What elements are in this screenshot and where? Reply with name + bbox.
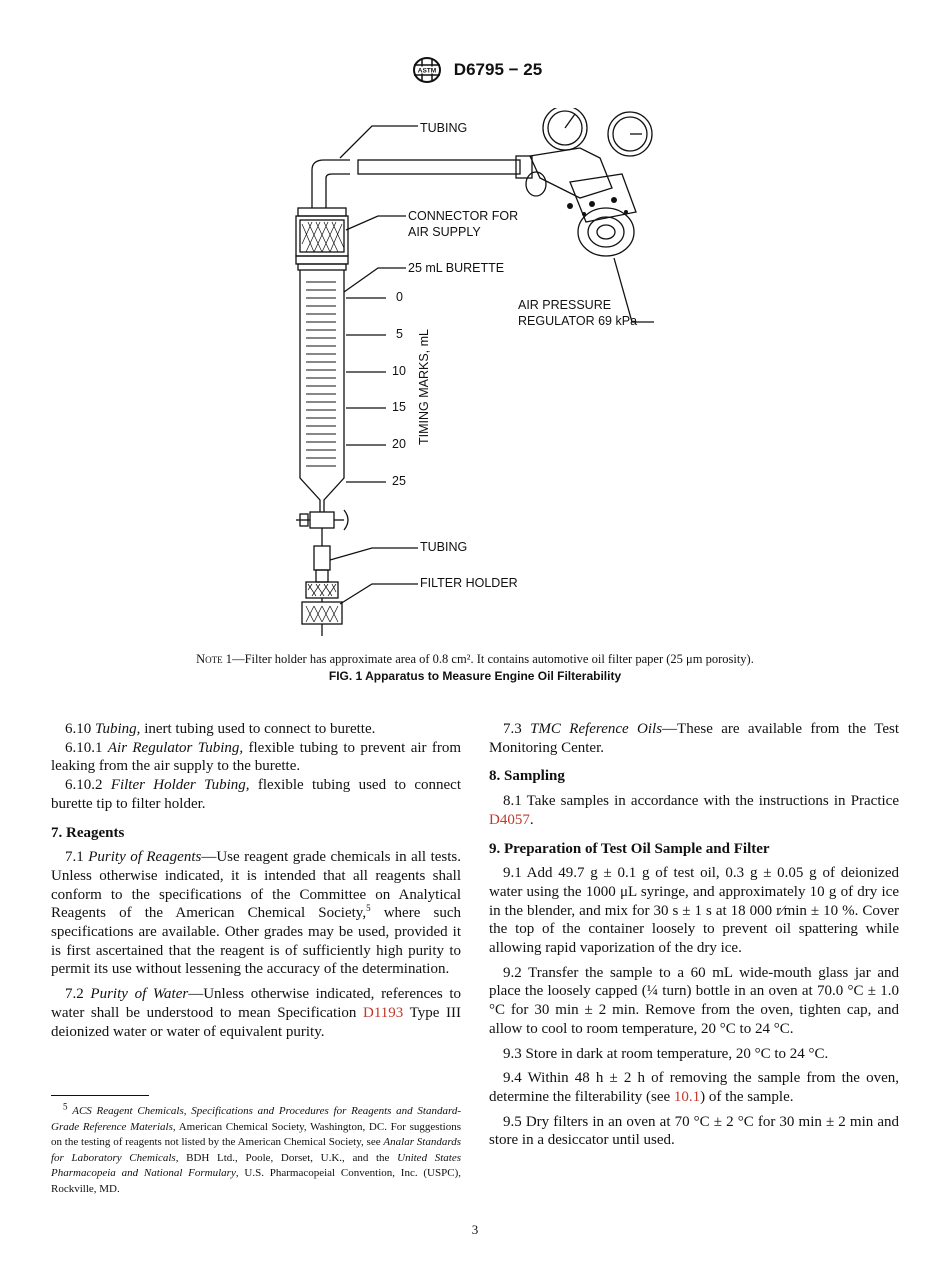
figure-note [0, 652, 950, 667]
para-6-10: 6.10 Tubing, inert tubing used to connect to burette. [65, 721, 376, 737]
timing-mark-0: 0 [396, 290, 403, 304]
figure-caption: FIG. 1 Apparatus to Measure Engine Oil Filterability [328, 669, 622, 683]
label-filter-holder: FILTER HOLDER [420, 576, 518, 590]
footnote-rule [51, 1095, 149, 1096]
standard-designation: D6795 − 25 [453, 60, 543, 79]
label-regulator-line2: REGULATOR 69 kPa [518, 314, 638, 328]
link-d4057[interactable]: D4057 [489, 811, 530, 828]
label-connector-line2: AIR SUPPLY [408, 225, 481, 239]
para-9-1: 9.1 Add 49.7 g ± 0.1 g of test oil, 0.3 g ± 0.05 g of deionized water using the 1000 μL syringe, and approximately 10 g of dry ice in the blender, and mix for 30 s ± 1 s at 18 000 r⁄min ± 10 %. Cover the top of the container loosely to prevent oil spattering while allowing rapid vaporization of the dry ice. [489, 865, 899, 957]
timing-mark-10: 10 [392, 364, 406, 378]
para-7-3: 7.3 TMC Reference Oils—These are available from the Test Monitoring Center. [489, 721, 899, 756]
para-9-2: 9.2 Transfer the sample to a 60 mL wide-mouth glass jar and place the loosely capped (¼ turn) bottle in an oven at 70.0 °C ± 1.0 °C for 30 min ± 2 min. Remove from the oven, tighten cap, and allow to cool to room temperature, 20 °C to 24 °C. [489, 964, 899, 1037]
timing-mark-5: 5 [396, 327, 403, 341]
para-7-2: 7.2 Purity of Water—Unless otherwise indicated, references to water shall be understood to mean Specification D1193 Type III deionized water or water of equivalent purity. [51, 986, 462, 1040]
para-6-10-1: 6.10.1 Air Regulator Tubing, flexible tubing to prevent air from leaking from the air supply to the burette. [51, 739, 462, 775]
section-9-heading: 9. Preparation of Test Oil Sample and Filter [489, 840, 770, 857]
label-timing-axis: TIMING MARKS, mL [416, 329, 431, 445]
label-regulator-line1: AIR PRESSURE [518, 298, 612, 312]
footnote-ref[interactable]: 5 [366, 903, 371, 914]
para-9-5: 9.5 Dry filters in an oven at 70 °C ± 2 °C for 30 min ± 2 min and store in a desiccator until used. [489, 1113, 899, 1149]
page-header [0, 56, 950, 84]
timing-mark-25: 25 [392, 474, 406, 488]
timing-mark-20: 20 [392, 437, 406, 451]
para-9-3: 9.3 Store in dark at room temperature, 20 °C to 24 °C. [503, 1045, 829, 1062]
apparatus-drawing [240, 108, 720, 638]
section-8-heading: 8. Sampling [489, 768, 565, 785]
note-prefix: Note 1 [196, 652, 233, 666]
label-burette: 25 mL BURETTE [408, 261, 505, 275]
para-6-10-2: 6.10.2 Filter Holder Tubing, flexible tubing used to connect burette tip to filter holder. [51, 777, 462, 812]
apparatus-figure [240, 108, 720, 638]
left-column [51, 720, 461, 1041]
timing-mark-15: 15 [392, 400, 406, 414]
para-9-4: 9.4 Within 48 h ± 2 h of removing the sample from the oven, determine the filterability (see 10.1) of the sample. [489, 1070, 899, 1105]
label-tubing-bottom: TUBING [420, 540, 468, 554]
footnote-5: $^5$ ACS Reagent Chemicals, Specifications and Procedures for Reagents and Standard-Grade Reference Materials, American Chemical Society, Washington, DC. For suggestions on the testing of reagents not listed by the American Chemical Society, see Analar Standards for Laboratory Chemicals, BDH Ltd., Poole, Dorset, U.K., and the United States Pharmacopeia and National Formulary, U.S. Pharmacopeial Convention, Inc. (USPC), Rockville, MD. [51, 1101, 462, 1195]
right-column [489, 720, 899, 1150]
para-8-1: 8.1 Take samples in accordance with the instructions in Practice D4057. [489, 793, 899, 828]
label-connector-line1: CONNECTOR FOR [408, 209, 519, 223]
label-tubing-top: TUBING [420, 121, 468, 135]
page-number: 3 [471, 1222, 479, 1237]
section-7-heading: 7. Reagents [51, 824, 125, 841]
astm-logo-icon [408, 56, 446, 84]
para-7-1: 7.1 Purity of Reagents—Use reagent grade chemicals in all tests. Unless otherwise indicated, it is intended that all reagents shall conform to the specifications of the Committee on Analytical Reagents of the American Chemical Society,$^5$ where such specifications are available. Other grades may be used, provided it is first ascertained that the reagent is of sufficiently high purity to permit its use without lessening the accuracy of the determination. [51, 849, 461, 978]
link-d1193[interactable]: D1193 [363, 1004, 404, 1021]
link-10-1[interactable]: 10.1 [673, 1088, 701, 1105]
note-text: —Filter holder has approximate area of 0.8 cm². It contains automotive oil filter paper (25 μm porosity). [232, 652, 754, 666]
svg-text:ASTM: ASTM [417, 67, 437, 75]
